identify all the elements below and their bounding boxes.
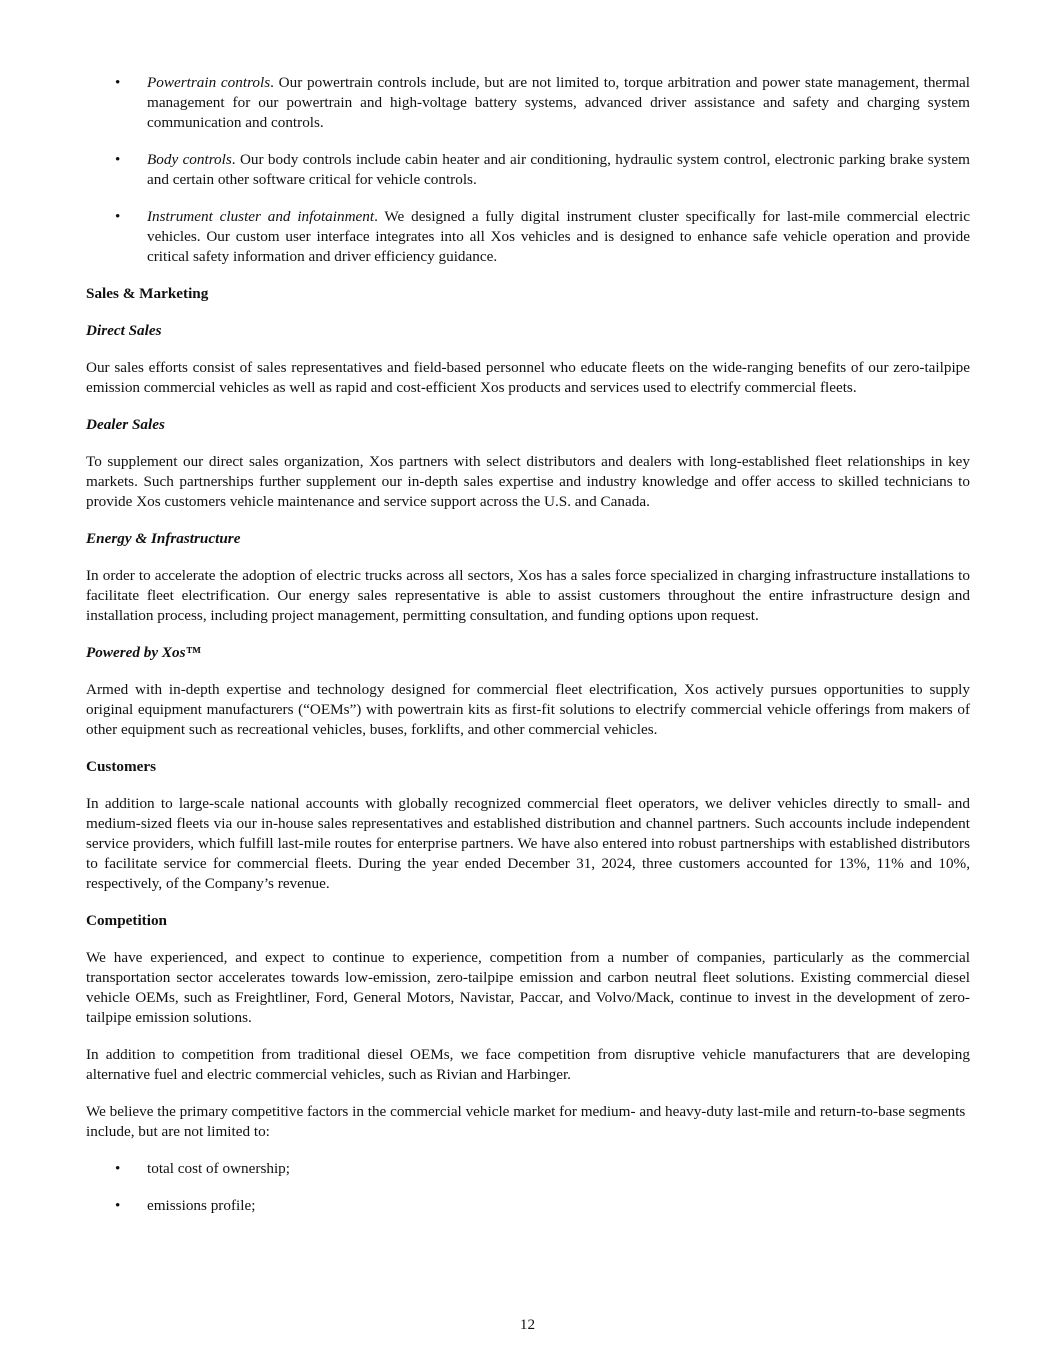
paragraph-dealer-sales: To supplement our direct sales organization, Xos partners with select distributors and dealers with long-established fleet relationships in key markets. Such partnerships further supplement our in-depth sales expertise and industry knowledge and offer access to skilled technicians to provide Xos customers vehicle maintenance and service support across the U.S. and Canada. bbox=[86, 453, 970, 510]
paragraph-competition-1: We have experienced, and expect to continue to experience, competition from a number of companies, particularly as the commercial transportation sector accelerates towards low-emission, zero-tailpipe emission and carbon neutral fleet solutions. Existing commercial diesel vehicle OEMs, such as Freightliner, Ford, General Motors, Navistar, Paccar, and Volvo/Mack, continue to invest in the development of zero-tailpipe emission solutions. bbox=[86, 949, 970, 1026]
paragraph-competition-2: In addition to competition from traditional diesel OEMs, we face competition from disruptive vehicle manufacturers that are developing alternative fuel and electric commercial vehicles, such as Rivian and Harbinger. bbox=[86, 1046, 970, 1083]
list-item-emissions-profile bbox=[86, 1196, 970, 1216]
page-number: 12 bbox=[519, 1316, 536, 1333]
paragraph-customers: In addition to large-scale national accounts with globally recognized commercial fleet operators, we deliver vehicles directly to small- and medium-sized fleets via our in-house sales representatives and established distribution and channel partners. Such accounts include independent service providers, which fulfill last-mile routes for enterprise partners. We have also entered into robust partnerships with established distributors to facilitate service for commercial fleets. During the year ended December 31, 2024, three customers accounted for 13%, 11% and 10%, respectively, of the Company’s revenue. bbox=[86, 795, 970, 892]
bullet-marker: • bbox=[115, 1160, 121, 1177]
heading-competition: Competition bbox=[86, 912, 167, 929]
bullet-text: Powertrain controls. Our powertrain controls include, but are not limited to, torque arbitration and power state management, thermal management for our powertrain and high-voltage battery systems, advanced driver assistance and safety and charging system communication and controls. bbox=[147, 74, 970, 131]
bullet-marker: • bbox=[115, 151, 121, 168]
paragraph-direct-sales: Our sales efforts consist of sales representatives and field-based personnel who educate fleets on the wide-ranging benefits of our zero-tailpipe emission commercial vehicles as well as rapid and cost-efficient Xos products and services used to electrify commercial fleets. bbox=[86, 359, 970, 396]
subheading-direct-sales: Direct Sales bbox=[86, 322, 162, 339]
bullet-marker: • bbox=[115, 1197, 121, 1214]
bullet-instrument-cluster bbox=[86, 207, 970, 267]
list-item-total-cost bbox=[86, 1159, 970, 1179]
subheading-powered-by-xos: Powered by Xos™ bbox=[86, 644, 201, 661]
bullet-title: Powertrain controls bbox=[147, 74, 271, 91]
bullet-title: Instrument cluster and infotainment bbox=[147, 208, 375, 225]
paragraph-competition-3: We believe the primary competitive factors in the commercial vehicle market for medium- and heavy-duty last-mile and return-to-base segments include, but are not limited to: bbox=[86, 1103, 966, 1140]
heading-customers: Customers bbox=[86, 758, 157, 775]
bullet-marker: • bbox=[115, 208, 121, 225]
paragraph-energy-infrastructure: In order to accelerate the adoption of electric trucks across all sectors, Xos has a sales force specialized in charging infrastructure installations to facilitate fleet electrification. Our energy sales representative is able to assist customers throughout the entire infrastructure design and installation process, including project management, permitting consultation, and funding options upon request. bbox=[86, 567, 970, 624]
bullet-body-controls bbox=[86, 150, 970, 190]
subheading-dealer-sales: Dealer Sales bbox=[86, 416, 165, 433]
heading-sales-marketing: Sales & Marketing bbox=[86, 285, 209, 302]
bullet-powertrain-controls bbox=[86, 73, 970, 133]
paragraph-powered-by-xos: Armed with in-depth expertise and technology designed for commercial fleet electrification, Xos actively pursues opportunities to supply original equipment manufacturers (“OEMs”) with powertrain kits as first-fit solutions to electrify commercial vehicle offerings from makers of other equipment such as recreational vehicles, buses, forklifts, and other commercial vehicles. bbox=[86, 681, 970, 738]
bullet-marker: • bbox=[115, 74, 121, 91]
bullet-text: Body controls. Our body controls include cabin heater and air conditioning, hydraulic system control, electronic parking brake system and certain other software critical for vehicle controls. bbox=[147, 151, 970, 188]
bullet-text: Instrument cluster and infotainment. We designed a fully digital instrument cluster specifically for last-mile commercial electric vehicles. Our custom user interface integrates into all Xos vehicles and is designed to enhance safe vehicle operation and provide critical safety information and driver efficiency guidance. bbox=[147, 208, 970, 265]
document-page bbox=[86, 73, 970, 1233]
bullet-title: Body controls bbox=[147, 151, 232, 168]
subheading-energy-infrastructure: Energy & Infrastructure bbox=[86, 530, 241, 547]
list-item-text: total cost of ownership; bbox=[147, 1160, 290, 1177]
list-item-text: emissions profile; bbox=[147, 1197, 256, 1214]
